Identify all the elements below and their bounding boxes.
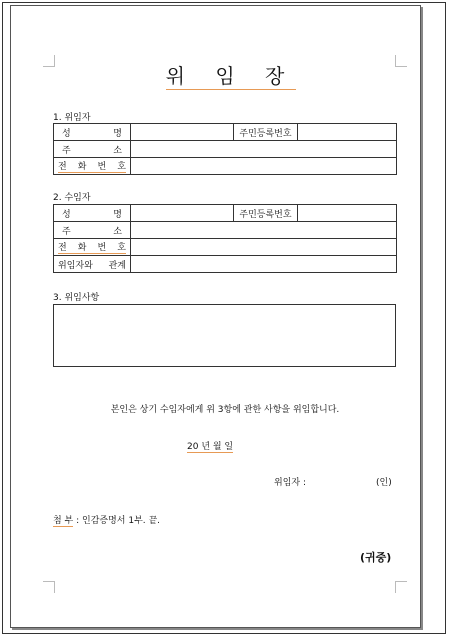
name-label: 성 명 — [54, 205, 131, 222]
name-field[interactable] — [131, 205, 234, 222]
relation-field[interactable] — [131, 256, 397, 273]
section-heading-delegate: 2. 수임자 — [53, 193, 91, 203]
margin-corner-mark — [395, 581, 407, 593]
name-field[interactable] — [131, 124, 234, 141]
document-title: 위 임 장 — [165, 64, 297, 88]
delegate-table — [53, 204, 397, 273]
delegation-statement: 본인은 상기 수임자에게 위 3항에 관한 사항을 위임합니다. — [110, 405, 340, 415]
address-field[interactable] — [131, 141, 397, 158]
phone-label: 전 화 번 호 — [54, 239, 131, 256]
phone-field[interactable] — [131, 239, 397, 256]
seal-label: (인) — [376, 478, 392, 488]
id-number-label: 주민등록번호 — [234, 124, 298, 141]
id-number-field[interactable] — [298, 124, 397, 141]
attachment-line — [53, 513, 160, 526]
address-label: 주 소 — [54, 222, 131, 239]
section-heading-delegated-matters: 3. 위임사항 — [53, 293, 100, 303]
delegated-matters-field[interactable] — [53, 304, 396, 367]
name-label: 성 명 — [54, 124, 131, 141]
relation-label: 위임자와 관계 — [54, 256, 131, 273]
date-line: 20 년 월 일 — [187, 442, 234, 452]
margin-corner-mark — [43, 581, 55, 593]
address-label: 주 소 — [54, 141, 131, 158]
id-number-field[interactable] — [298, 205, 397, 222]
address-field[interactable] — [131, 222, 397, 239]
section-heading-delegator: 1. 위임자 — [53, 113, 91, 123]
id-number-label: 주민등록번호 — [234, 205, 298, 222]
delegator-signature-label: 위임자 : — [274, 478, 306, 488]
phone-field[interactable] — [131, 158, 397, 175]
phone-label: 전 화 번 호 — [54, 158, 131, 175]
attachment-value: : 인감증명서 1부. 끝. — [76, 516, 161, 526]
delegator-table — [53, 123, 397, 175]
closing-recipient: (귀중) — [360, 551, 392, 564]
attachment-key: 첨 부 — [53, 516, 74, 526]
